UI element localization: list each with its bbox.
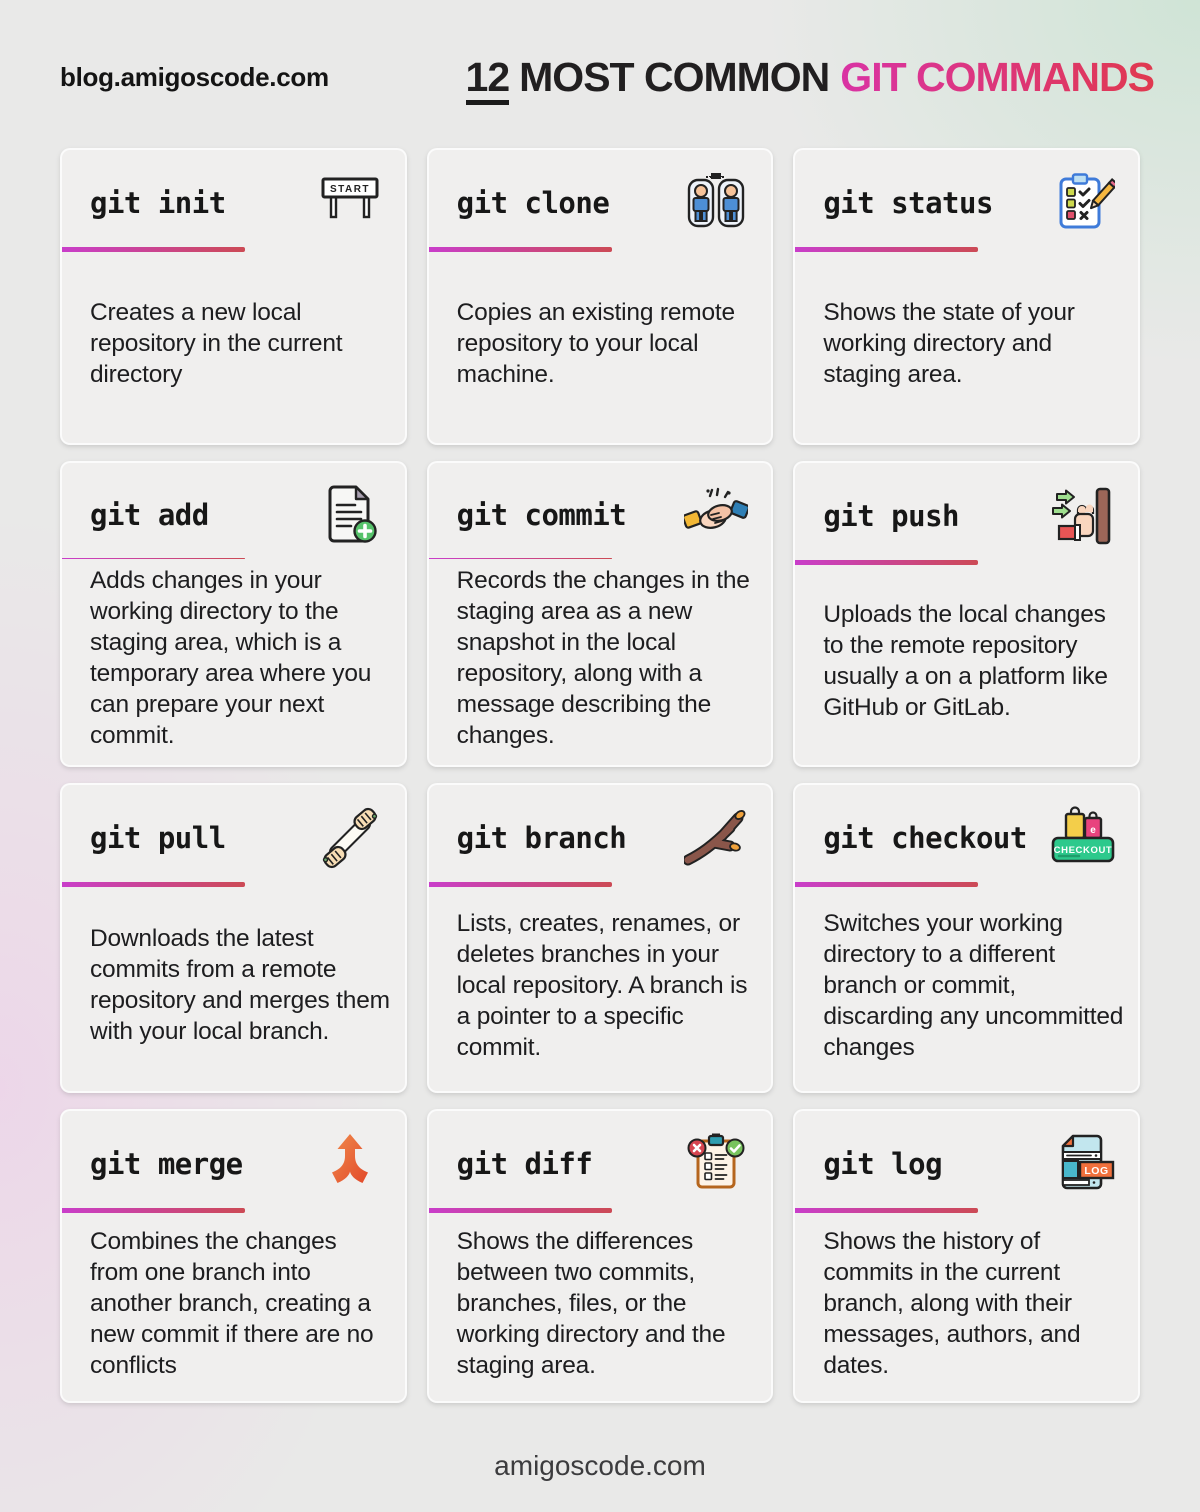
command-label: git add bbox=[90, 498, 209, 533]
footer-url: amigoscode.com bbox=[494, 1450, 706, 1482]
command-label: git pull bbox=[90, 821, 226, 856]
command-description: Lists, creates, renames, or deletes branches in your local repository. A branch is a pointer to a specific commit. bbox=[456, 909, 748, 1061]
card-git-branch bbox=[427, 783, 774, 1093]
command-label: git diff bbox=[456, 1147, 593, 1182]
title-accent: GIT COMMANDS bbox=[840, 54, 1154, 100]
command-description: Copies an existing remote repository to your local machine. bbox=[456, 299, 735, 389]
command-label: git commit bbox=[456, 498, 627, 533]
command-description: Downloads the latest commits from a remote repository and merges them with your local branch. bbox=[90, 925, 390, 1046]
command-description: Records the changes in the staging area as a new snapshot in the local repository, along with a message describing the changes. bbox=[456, 567, 750, 750]
card-git-merge bbox=[60, 1109, 407, 1403]
command-label: git checkout bbox=[823, 821, 1027, 856]
command-label: git push bbox=[823, 499, 960, 534]
command-description: Shows the state of your working directory and staging area. bbox=[823, 299, 1075, 389]
card-git-checkout bbox=[793, 783, 1140, 1093]
command-label: git merge bbox=[90, 1147, 243, 1182]
command-description: Uploads the local changes to the remote repository usually a on a platform like GitHub or GitLab. bbox=[823, 601, 1108, 722]
command-card-grid bbox=[60, 148, 1140, 1403]
start-banner-icon bbox=[317, 170, 383, 236]
hand-push-wall-icon bbox=[1050, 483, 1116, 549]
card-git-push bbox=[793, 461, 1140, 767]
cloned-people-icon bbox=[683, 170, 749, 236]
command-description: Adds changes in your working directory to the staging area, which is a temporary area where you can prepare your next commit. bbox=[90, 567, 372, 750]
merge-arrow-icon bbox=[317, 1131, 383, 1197]
command-label: git status bbox=[823, 186, 993, 221]
card-git-add bbox=[60, 461, 407, 767]
svg-text:LOG: LOG bbox=[1084, 1165, 1109, 1178]
blog-url: blog.amigoscode.com bbox=[60, 62, 329, 92]
card-git-log bbox=[793, 1109, 1140, 1403]
card-git-init bbox=[60, 148, 407, 445]
command-description: Shows the history of commits in the current branch, along with their messages, authors, and dates. bbox=[823, 1227, 1081, 1379]
command-label: git log bbox=[823, 1147, 943, 1182]
card-git-diff bbox=[427, 1109, 774, 1403]
page-header bbox=[0, 0, 1200, 105]
command-description: Combines the changes from one branch into another branch, creating a new commit if there are no conflicts bbox=[90, 1227, 374, 1379]
hands-pulling-rope-icon bbox=[317, 805, 383, 871]
card-git-status bbox=[793, 148, 1140, 445]
document-plus-icon bbox=[317, 482, 383, 548]
card-git-clone bbox=[427, 148, 774, 445]
checklist-clipboard-icon bbox=[1050, 170, 1116, 236]
tree-branch-icon bbox=[683, 805, 749, 871]
handshake-icon bbox=[683, 482, 749, 548]
svg-text:CHECKOUT: CHECKOUT bbox=[1053, 845, 1113, 857]
command-label: git clone bbox=[456, 186, 610, 221]
card-git-pull bbox=[60, 783, 407, 1093]
log-file-icon bbox=[1050, 1131, 1116, 1197]
page-title bbox=[466, 54, 1154, 105]
command-description: Shows the differences between two commits, branches, files, or the working directory and the staging area. bbox=[456, 1227, 726, 1379]
command-description: Creates a new local repository in the current directory bbox=[90, 299, 343, 389]
command-description: Switches your working directory to a different branch or commit, discarding any uncommitted changes bbox=[823, 909, 1124, 1061]
checkout-button-icon bbox=[1050, 805, 1116, 871]
diff-clipboard-icon bbox=[683, 1131, 749, 1197]
title-rest: MOST COMMON bbox=[519, 54, 830, 100]
svg-text:e: e bbox=[1090, 825, 1096, 837]
command-label: git init bbox=[90, 186, 226, 221]
command-label: git branch bbox=[456, 821, 627, 856]
card-git-commit bbox=[427, 461, 774, 767]
svg-text:START: START bbox=[329, 184, 370, 196]
title-number: 12 bbox=[466, 56, 510, 105]
